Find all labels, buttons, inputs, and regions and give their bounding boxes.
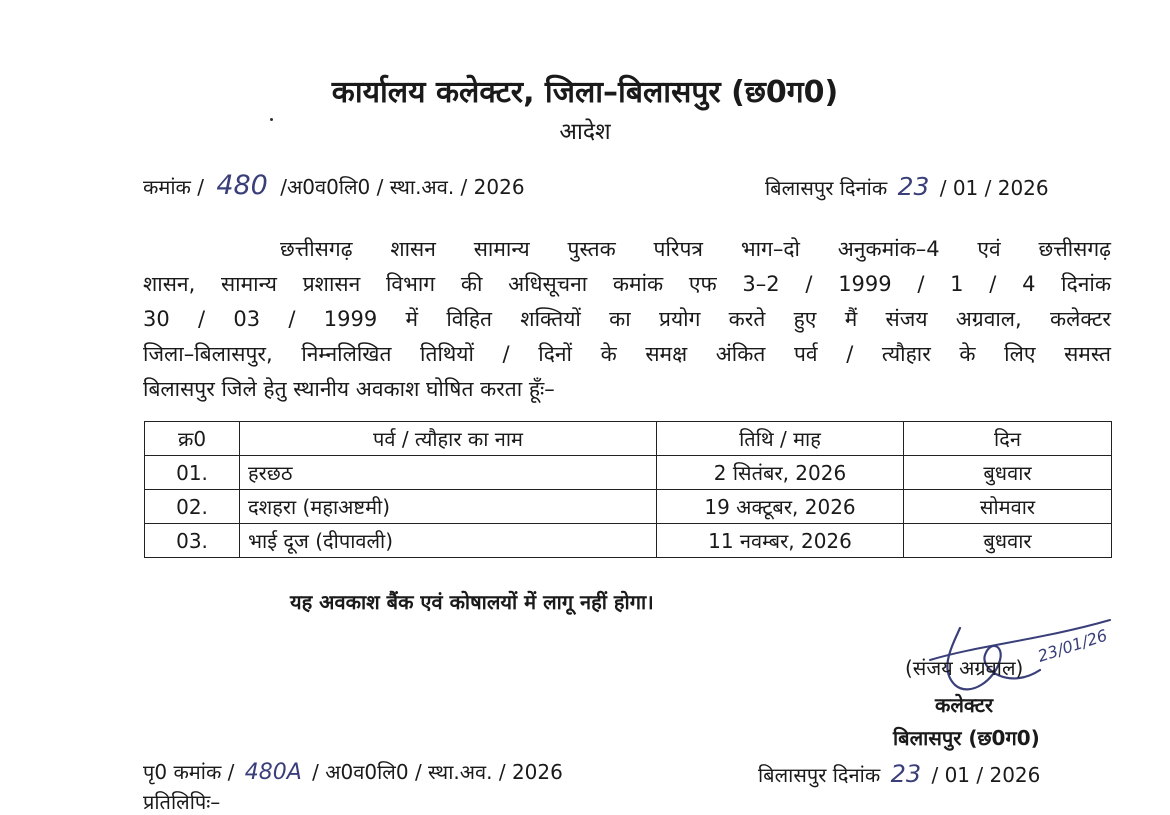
- endorsement-month-year: / 01 / 2026: [931, 763, 1041, 787]
- cell-day: बुधवार: [904, 456, 1112, 490]
- endorsement-date-label: बिलासपुर दिनांक: [758, 763, 881, 787]
- order-reference: [143, 170, 525, 201]
- body-line: शासन, सामान्य प्रशासन विभाग की अधिसूचना कमांक एफ 3–2 / 1999 / 1 / 4 दिनांक: [143, 272, 1111, 296]
- table-row: [145, 456, 1112, 490]
- order-date: [765, 172, 1049, 201]
- body-line: जिला–बिलासपुर, निम्नलिखित तिथियों / दिनों के समक्ष अंकित पर्व / त्यौहार के लिए समस्त: [143, 342, 1111, 366]
- endorsement-label: पृ0 कमांक /: [143, 760, 235, 784]
- signature-date: 23/01/26: [1035, 625, 1110, 666]
- cell-sn: 01.: [145, 456, 240, 490]
- order-heading: आदेश: [559, 119, 611, 145]
- signatory-name: (संजय अग्रवाल): [905, 656, 1024, 680]
- holiday-table: [144, 421, 1112, 558]
- endorsement-reference: [143, 758, 563, 785]
- cell-sn: 03.: [145, 524, 240, 558]
- table-row: [145, 490, 1112, 524]
- date-month-year: / 01 / 2026: [939, 176, 1049, 200]
- reference-number: 480: [216, 170, 268, 201]
- order-body: [143, 232, 1111, 407]
- date-label: बिलासपुर दिनांक: [765, 176, 888, 200]
- cell-name: दशहरा (महाअष्टमी): [240, 490, 657, 524]
- cell-day: सोमवार: [904, 490, 1112, 524]
- signatory-place: बिलासपुर (छ0ग0): [893, 726, 1040, 750]
- endorsement-number: 480A: [244, 760, 302, 785]
- signatory-designation: कलेक्टर: [935, 693, 994, 717]
- cell-day: बुधवार: [904, 524, 1112, 558]
- office-title: कार्यालय कलेक्टर, जिला–बिलासपुर (छ0ग0): [331, 75, 839, 110]
- cell-sn: 02.: [145, 490, 240, 524]
- cell-date: 2 सितंबर, 2026: [657, 456, 904, 490]
- header-date: तिथि / माह: [657, 422, 904, 456]
- table-row: [145, 524, 1112, 558]
- date-day: 23: [897, 172, 930, 201]
- copy-label: प्रतिलिपिः–: [143, 790, 221, 814]
- reference-suffix: /अ0व0लि0 / स्था.अव. / 2026: [280, 175, 525, 199]
- cell-name: हरछठ: [240, 456, 657, 490]
- cell-date: 11 नवम्बर, 2026: [657, 524, 904, 558]
- header-sn: क्र0: [145, 422, 240, 456]
- body-line: छत्तीसगढ़ शासन सामान्य पुस्तक परिपत्र भाग–दो अनुकमांक–4 एवं छत्तीसगढ़: [280, 237, 1111, 261]
- reference-label: कमांक /: [143, 175, 204, 199]
- endorsement-day: 23: [890, 760, 922, 788]
- header-name: पर्व / त्यौहार का नाम: [240, 422, 657, 456]
- cell-date: 19 अक्टूबर, 2026: [657, 490, 904, 524]
- header-day: दिन: [904, 422, 1112, 456]
- cell-name: भाई दूज (दीपावली): [240, 524, 657, 558]
- exemption-note: यह अवकाश बैंक एवं कोषालयों में लागू नहीं होगा।: [290, 590, 654, 614]
- endorsement-suffix: / अ0व0लि0 / स्था.अव. / 2026: [312, 760, 563, 784]
- body-line: बिलासपुर जिले हेतु स्थानीय अवकाश घोषित करता हूँः–: [143, 377, 555, 401]
- body-line: 30 / 03 / 1999 में विहित शक्तियों का प्रयोग करते हुए मैं संजय अग्रवाल, कलेक्टर: [143, 307, 1111, 331]
- table-header-row: [145, 422, 1112, 456]
- endorsement-date: [758, 760, 1040, 788]
